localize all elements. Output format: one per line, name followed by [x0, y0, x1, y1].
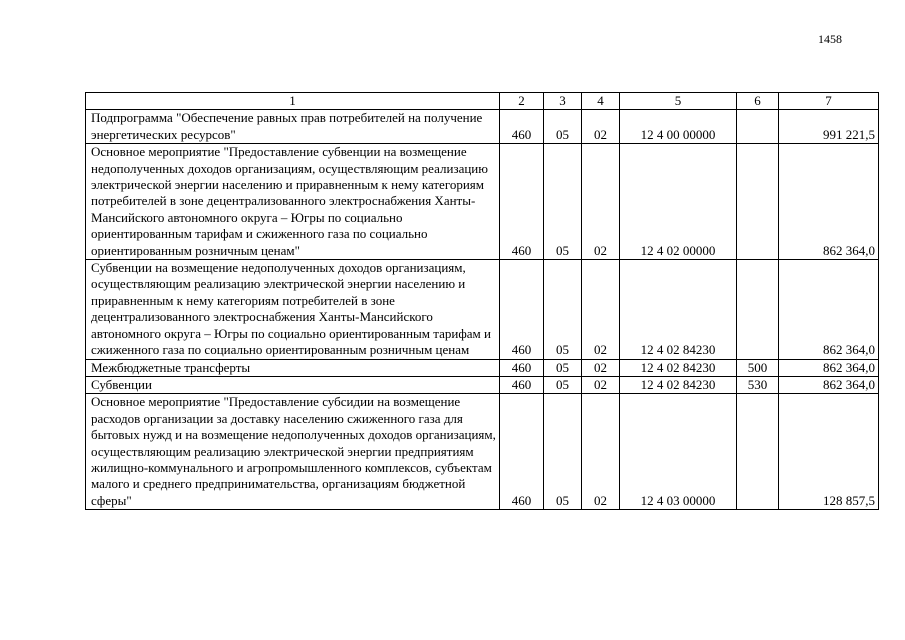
row-expense-type — [737, 394, 779, 510]
table-row — [86, 394, 879, 510]
table-row — [86, 359, 879, 376]
header-cell: 6 — [737, 93, 779, 110]
row-ministry-code: 460 — [500, 376, 544, 393]
row-amount: 862 364,0 — [779, 376, 879, 393]
row-section-code: 05 — [544, 376, 582, 393]
table-row — [86, 110, 879, 144]
header-cell: 1 — [86, 93, 500, 110]
row-section-code: 05 — [544, 110, 582, 144]
row-subsection-code: 02 — [582, 110, 620, 144]
row-subsection-code: 02 — [582, 260, 620, 359]
row-section-code: 05 — [544, 144, 582, 260]
row-amount: 128 857,5 — [779, 394, 879, 510]
row-expense-type — [737, 110, 779, 144]
row-subsection-code: 02 — [582, 394, 620, 510]
budget-table — [85, 92, 879, 510]
row-target-article: 12 4 02 84230 — [620, 260, 737, 359]
row-name: Основное мероприятие "Предоставление субвенции на возмещение недополученных доходов организациям, осуществляющим реализацию электрической энергии населению и приравненным к нему категориям потребителей в зоне децентрализованного электроснабжения Ханты-Мансийского автономного округа – Югры по социально ориентированным тарифам и сжиженного газа по социально ориентированным розничным ценам" — [86, 144, 500, 260]
row-amount: 991 221,5 — [779, 110, 879, 144]
table-row — [86, 376, 879, 393]
row-expense-type: 500 — [737, 359, 779, 376]
row-expense-type: 530 — [737, 376, 779, 393]
table-row — [86, 144, 879, 260]
table-header-row — [86, 93, 879, 110]
row-expense-type — [737, 144, 779, 260]
row-amount: 862 364,0 — [779, 260, 879, 359]
row-name: Подпрограмма "Обеспечение равных прав потребителей на получение энергетических ресурсов" — [86, 110, 500, 144]
row-name: Основное мероприятие "Предоставление субсидии на возмещение расходов организации за доставку населению сжиженного газа для бытовых нужд и на возмещение недополученных доходов организациям, осуществляющим реализацию электрической энергии предприятиям жилищно-коммунального и агропромышленного комплексов, субъектам малого и среднего предпринимательства, организациям бюджетной сферы" — [86, 394, 500, 510]
row-target-article: 12 4 02 84230 — [620, 359, 737, 376]
row-target-article: 12 4 00 00000 — [620, 110, 737, 144]
header-cell: 4 — [582, 93, 620, 110]
row-section-code: 05 — [544, 359, 582, 376]
row-name: Субвенции — [86, 376, 500, 393]
row-ministry-code: 460 — [500, 260, 544, 359]
row-section-code: 05 — [544, 394, 582, 510]
row-target-article: 12 4 02 84230 — [620, 376, 737, 393]
header-cell: 2 — [500, 93, 544, 110]
row-subsection-code: 02 — [582, 144, 620, 260]
page-number: 1458 — [818, 32, 842, 46]
table-row — [86, 260, 879, 359]
row-ministry-code: 460 — [500, 110, 544, 144]
header-cell: 7 — [779, 93, 879, 110]
row-target-article: 12 4 03 00000 — [620, 394, 737, 510]
row-amount: 862 364,0 — [779, 144, 879, 260]
row-subsection-code: 02 — [582, 359, 620, 376]
row-subsection-code: 02 — [582, 376, 620, 393]
row-ministry-code: 460 — [500, 144, 544, 260]
row-ministry-code: 460 — [500, 394, 544, 510]
row-ministry-code: 460 — [500, 359, 544, 376]
row-amount: 862 364,0 — [779, 359, 879, 376]
header-cell: 5 — [620, 93, 737, 110]
header-cell: 3 — [544, 93, 582, 110]
row-name: Межбюджетные трансферты — [86, 359, 500, 376]
row-target-article: 12 4 02 00000 — [620, 144, 737, 260]
row-section-code: 05 — [544, 260, 582, 359]
row-name: Субвенции на возмещение недополученных доходов организациям, осуществляющим реализацию электрической энергии населению и приравненным к нему категориям потребителей в зоне децентрализованного электроснабжения Ханты-Мансийского автономного округа – Югры по социально ориентированным тарифам и сжиженного газа по социально ориентированным розничным ценам — [86, 260, 500, 359]
row-expense-type — [737, 260, 779, 359]
